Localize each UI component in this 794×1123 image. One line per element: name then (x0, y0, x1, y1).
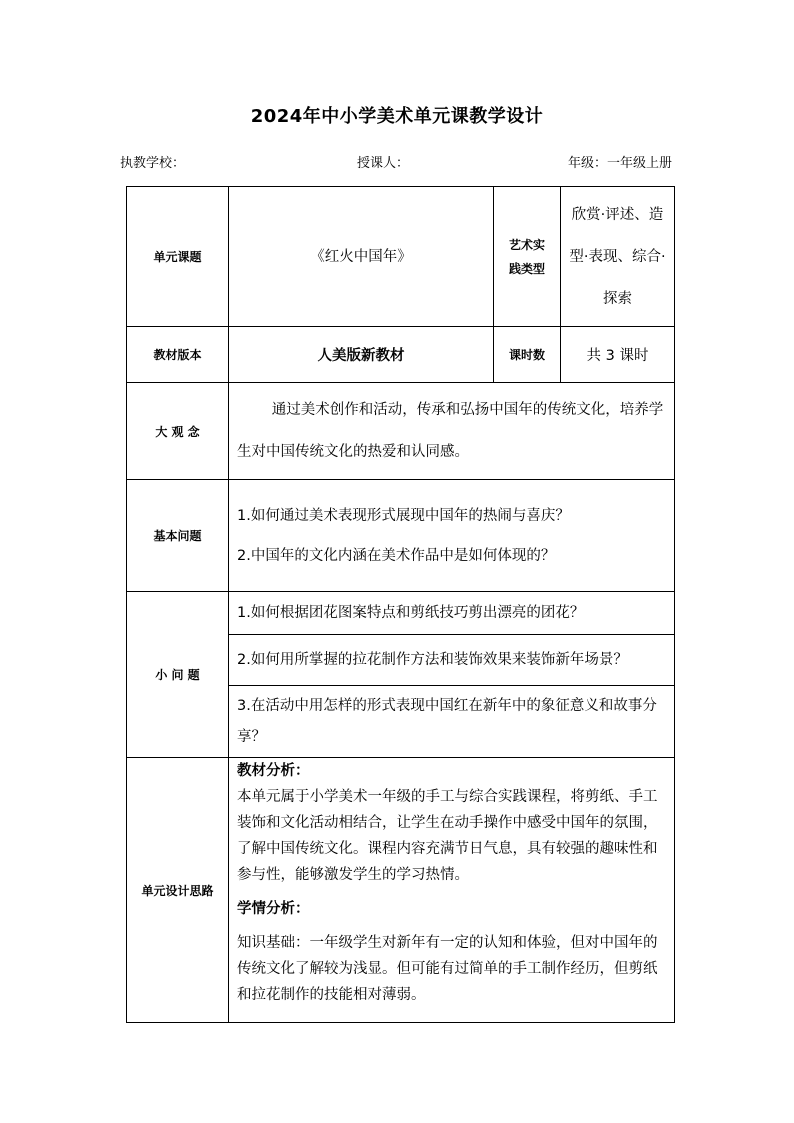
design-paragraph-textbook: 本单元属于小学美术一年级的手工与综合实践课程，将剪纸、手工装饰和文化活动相结合，让学生在动手操作中感受中国年的氛围，了解中国传统文化。课程内容充满节日气息，具有较强的趣味性和参与性，能够激发学生的学习热情。 (237, 789, 658, 883)
basic-question-2: 2.中国年的文化内涵在美术作品中是如何体现的？ (237, 547, 556, 564)
practice-type-value: 欣赏·评述、造型·表现、综合·探索 (561, 187, 675, 327)
basic-question-cell (229, 480, 675, 592)
teacher-label: 授课人： (357, 156, 410, 171)
textbook-value: 人美版新教材 (229, 327, 494, 383)
small-question-3: 3.在活动中用怎样的形式表现中国红在新年中的象征意义和故事分享？ (229, 686, 675, 758)
design-cell (229, 758, 675, 1023)
textbook-label: 教材版本 (127, 327, 229, 383)
basic-question-label: 基本问题 (127, 480, 229, 592)
textbook-row (127, 327, 675, 383)
small-question-1: 1.如何根据团花图案特点和剪纸技巧剪出漂亮的团花？ (229, 592, 675, 635)
design-row (127, 758, 675, 1023)
big-idea-row (127, 383, 675, 480)
big-idea-label: 大 观 念 (127, 383, 229, 480)
small-question-2: 2.如何用所掌握的拉花制作方法和装饰效果来装饰新年场景？ (229, 635, 675, 686)
design-heading-textbook: 教材分析： (237, 763, 310, 779)
big-idea-value: 通过美术创作和活动，传承和弘扬中国年的传统文化，培养学生对中国传统文化的热爱和认同感。 (229, 383, 675, 480)
hours-label: 课时数 (494, 327, 561, 383)
basic-question-1: 1.如何通过美术表现形式展现中国年的热闹与喜庆？ (237, 507, 570, 524)
design-label: 单元设计思路 (127, 758, 229, 1023)
basic-question-row (127, 480, 675, 592)
design-paragraph-learners: 知识基础：一年级学生对新年有一定的认知和体验，但对中国年的传统文化了解较为浅显。但可能有过简单的手工制作经历，但剪纸和拉花制作的技能相对薄弱。 (237, 935, 658, 1003)
unit-topic-row (127, 187, 675, 327)
school-label: 执教学校： (120, 156, 186, 171)
unit-topic-value: 《红火中国年》 (229, 187, 494, 327)
small-question-row-1 (127, 592, 675, 635)
lesson-design-table (126, 186, 675, 1023)
unit-topic-label: 单元课题 (127, 187, 229, 327)
grade-label: 年级：一年级上册 (567, 156, 672, 171)
small-question-label: 小 问 题 (127, 592, 229, 758)
hours-value: 共 3 课时 (561, 327, 675, 383)
practice-type-label: 艺术实践类型 (494, 187, 561, 327)
page-title: 2024年中小学美术单元课教学设计 (250, 106, 544, 127)
design-heading-learners: 学情分析： (237, 901, 310, 917)
